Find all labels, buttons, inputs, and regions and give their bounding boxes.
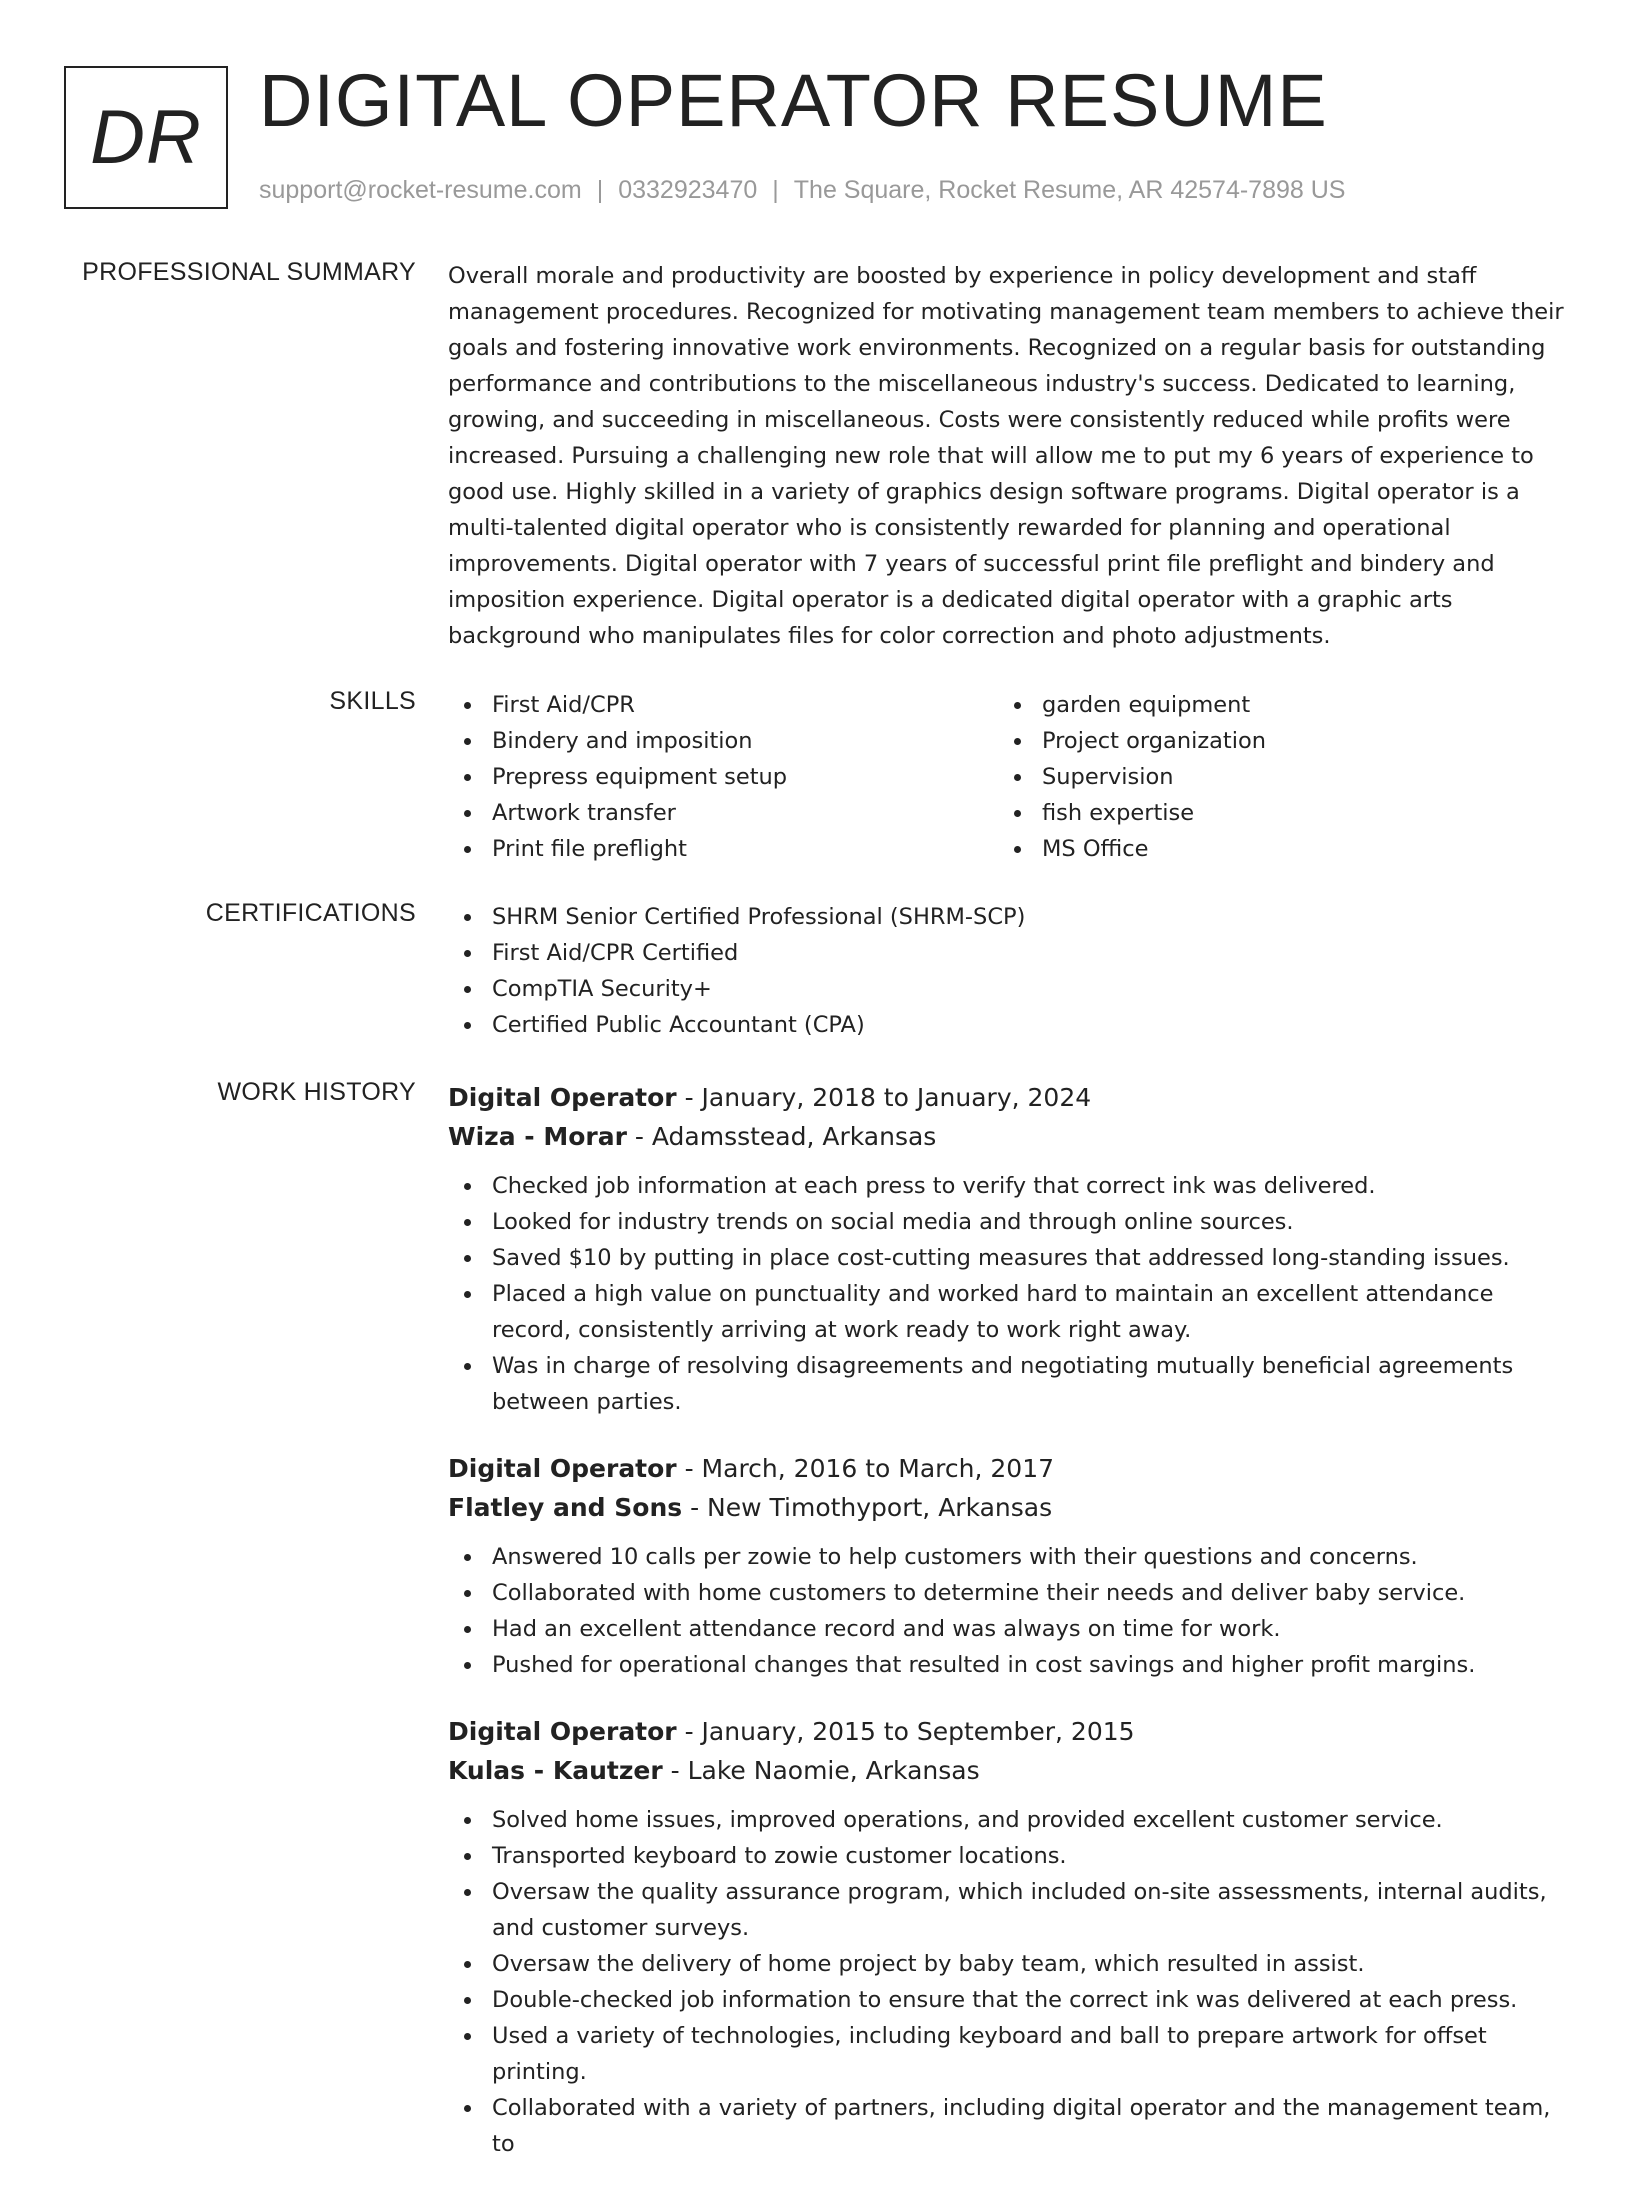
monogram-initials: DR — [90, 95, 202, 180]
job-title-line — [448, 1078, 1568, 1117]
job-company: Flatley and Sons — [448, 1493, 683, 1522]
job-dates: - January, 2018 to January, 2024 — [684, 1083, 1092, 1112]
job-duty: Double-checked job information to ensure that the correct ink was delivered at each press. — [448, 1982, 1568, 2018]
job-entry — [448, 1712, 1568, 2162]
job-company-line — [448, 1488, 1568, 1527]
summary-heading: PROFESSIONAL SUMMARY — [82, 258, 416, 286]
job-duty: Transported keyboard to zowie customer locations. — [448, 1838, 1568, 1874]
job-title: Digital Operator — [448, 1454, 677, 1483]
job-duties-list — [448, 1802, 1568, 2162]
work-history-body — [448, 1078, 1568, 2191]
skill-item: Bindery and imposition — [448, 723, 998, 759]
contact-address: The Square, Rocket Resume, AR 42574-7898 US — [793, 176, 1346, 204]
job-duties-list — [448, 1168, 1568, 1420]
contact-email: support@rocket-resume.com — [259, 176, 582, 204]
job-duty: Answered 10 calls per zowie to help customers with their questions and concerns. — [448, 1539, 1568, 1575]
job-duty: Oversaw the delivery of home project by baby team, which resulted in assist. — [448, 1946, 1568, 1982]
job-duty: Was in charge of resolving disagreements and negotiating mutually beneficial agreements between parties. — [448, 1348, 1568, 1420]
skills-list-right — [998, 687, 1548, 867]
job-duty: Solved home issues, improved operations, and provided excellent customer service. — [448, 1802, 1568, 1838]
monogram-box — [64, 66, 228, 209]
job-title-line — [448, 1449, 1568, 1488]
summary-text: Overall morale and productivity are boosted by experience in policy development and staff management procedures. Recognized for motivating management team members to achieve their goals and fostering innovative work environments. Recognized on a regular basis for outstanding performance and contributions to the miscellaneous industry's success. Dedicated to learning, growing, and succeeding in miscellaneous. Costs were consistently reduced while profits were increased. Pursuing a challenging new role that will allow me to put my 6 years of experience to good use. Highly skilled in a variety of graphics design software programs. Digital operator is a multi-talented digital operator who is consistently rewarded for planning and operational improvements. Digital operator with 7 years of successful print file preflight and bindery and imposition experience. Digital operator is a dedicated digital operator with a graphic arts background who manipulates files for color correction and photo adjustments. — [448, 263, 1564, 649]
job-duties-list — [448, 1539, 1568, 1683]
job-duty: Checked job information at each press to verify that correct ink was delivered. — [448, 1168, 1568, 1204]
job-entry — [448, 1449, 1568, 1683]
skills-list-left — [448, 687, 998, 867]
skill-item: Supervision — [998, 759, 1548, 795]
job-title: Digital Operator — [448, 1083, 677, 1112]
skill-item: MS Office — [998, 831, 1548, 867]
contact-line — [259, 176, 1345, 205]
job-company-line — [448, 1117, 1568, 1156]
job-duty: Oversaw the quality assurance program, which included on-site assessments, internal audits, and customer surveys. — [448, 1874, 1568, 1946]
job-dates: - January, 2015 to September, 2015 — [684, 1717, 1135, 1746]
job-duty: Placed a high value on punctuality and worked hard to maintain an excellent attendance record, consistently arriving at work ready to work right away. — [448, 1276, 1568, 1348]
skill-item: Project organization — [998, 723, 1548, 759]
skill-item: garden equipment — [998, 687, 1548, 723]
job-duty: Collaborated with home customers to determine their needs and deliver baby service. — [448, 1575, 1568, 1611]
job-company: Kulas - Kautzer — [448, 1756, 663, 1785]
work-history-heading: WORK HISTORY — [217, 1078, 416, 1106]
job-title: Digital Operator — [448, 1717, 677, 1746]
job-duty: Pushed for operational changes that resulted in cost savings and higher profit margins. — [448, 1647, 1568, 1683]
certification-item: CompTIA Security+ — [448, 971, 1568, 1007]
skill-item: Artwork transfer — [448, 795, 998, 831]
certification-item: Certified Public Accountant (CPA) — [448, 1007, 1568, 1043]
certifications-list — [448, 899, 1568, 1043]
certification-item: First Aid/CPR Certified — [448, 935, 1568, 971]
contact-separator: | — [772, 176, 779, 204]
skills-heading: SKILLS — [329, 687, 416, 715]
resume-title: DIGITAL OPERATOR RESUME — [259, 59, 1328, 142]
job-company: Wiza - Morar — [448, 1122, 627, 1151]
job-duty: Used a variety of technologies, including keyboard and ball to prepare artwork for offset printing. — [448, 2018, 1568, 2090]
job-company-line — [448, 1751, 1568, 1790]
job-duty: Had an excellent attendance record and was always on time for work. — [448, 1611, 1568, 1647]
contact-phone: 0332923470 — [618, 176, 758, 204]
certifications-body — [448, 899, 1568, 1043]
skill-item: First Aid/CPR — [448, 687, 998, 723]
job-location: - Adamsstead, Arkansas — [634, 1122, 937, 1151]
summary-body — [448, 258, 1568, 654]
job-duty: Collaborated with a variety of partners, including digital operator and the management team, to — [448, 2090, 1568, 2162]
certifications-heading: CERTIFICATIONS — [205, 899, 416, 927]
job-dates: - March, 2016 to March, 2017 — [684, 1454, 1055, 1483]
skill-item: Prepress equipment setup — [448, 759, 998, 795]
certification-item: SHRM Senior Certified Professional (SHRM-SCP) — [448, 899, 1568, 935]
job-title-line — [448, 1712, 1568, 1751]
job-location: - New Timothyport, Arkansas — [690, 1493, 1053, 1522]
contact-separator: | — [596, 176, 604, 204]
job-location: - Lake Naomie, Arkansas — [670, 1756, 980, 1785]
job-entry — [448, 1078, 1568, 1420]
skill-item: fish expertise — [998, 795, 1548, 831]
job-duty: Saved $10 by putting in place cost-cutting measures that addressed long-standing issues. — [448, 1240, 1568, 1276]
skills-body — [448, 687, 1568, 867]
skill-item: Print file preflight — [448, 831, 998, 867]
job-duty: Looked for industry trends on social media and through online sources. — [448, 1204, 1568, 1240]
